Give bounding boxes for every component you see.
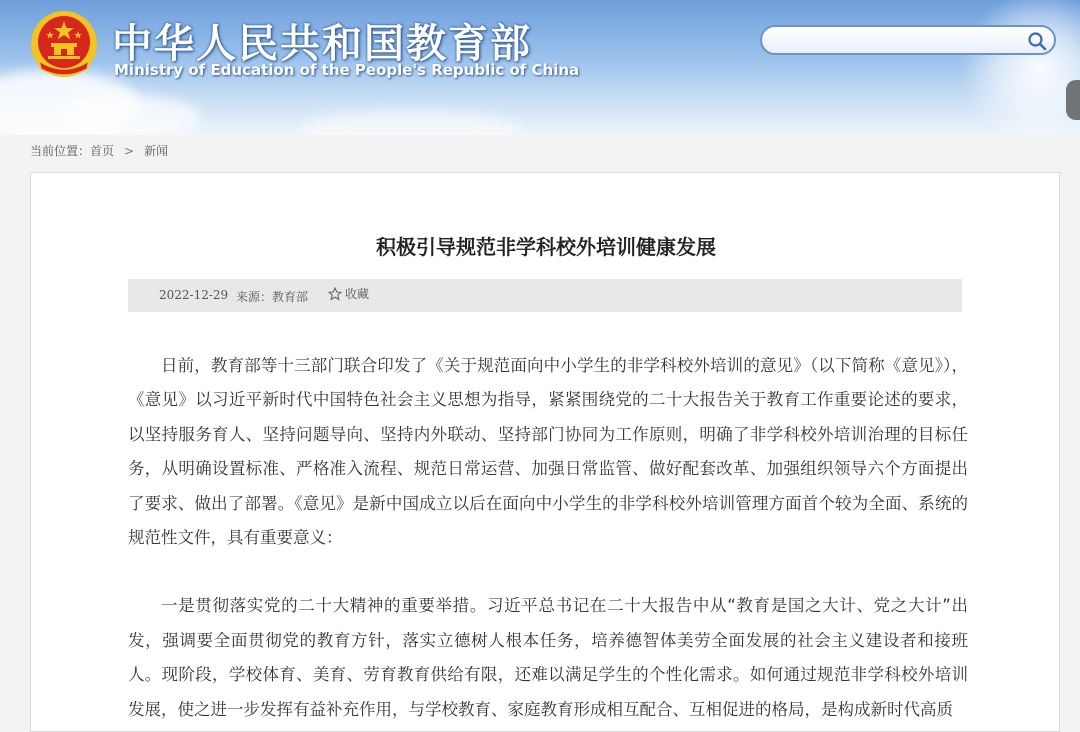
- site-title[interactable]: 中华人民共和国教育部: [112, 21, 532, 67]
- favorite-label: 收藏: [345, 287, 370, 301]
- dandelion-decoration: [960, 0, 1080, 135]
- breadcrumb: [30, 142, 168, 159]
- article-paragraph: 一是贯彻落实党的二十大精神的重要举措。习近平总书记在二十大报告中从“教育是国之大计、党之大计”出发，强调要全面贯彻党的教育方针，落实立德树人根本任务，培养德智体美劳全面发展的社会主义建设者和接班人。现阶段，学校体育、美育、劳育教育供给有限，还难以满足学生的个性化需求。如何通过规范非学科校外培训发展，使之进一步发挥有益补充作用，与学校教育、家庭教育形成相互配合、互相促进的格局，是构成新时代高质: [128, 596, 968, 719]
- site-subtitle: Ministry of Education of the People's Republic of China: [114, 61, 580, 79]
- breadcrumb-prefix: 当前位置：: [30, 144, 91, 158]
- site-header: [0, 0, 1080, 135]
- article-meta-bar: [128, 279, 962, 312]
- article-title: 积极引导规范非学科校外培训健康发展: [376, 235, 716, 259]
- search-icon[interactable]: [1026, 30, 1048, 52]
- cloud-decoration: [60, 95, 200, 135]
- article-container: [30, 172, 1060, 732]
- favorite-button[interactable]: [328, 285, 369, 302]
- star-icon: [328, 287, 342, 301]
- article-paragraph: 日前，教育部等十三部门联合印发了《关于规范面向中小学生的非学科校外培训的意见》（以下简称《意见》），《意见》以习近平新时代中国特色社会主义思想为指导，紧紧围绕党的二十大报告关于教育工作重要论述的要求，以坚持服务育人、坚持问题导向、坚持内外联动、坚持部门协同为工作原则，明确了非学科校外培训治理的目标任务，从明确设置标准、严格准入流程、规范日常运营、加强日常监管、做好配套改革、加强组织领导六个方面提出了要求、做出了部署。《意见》是新中国成立以后在面向中小学生的非学科校外培训管理方面首个较为全面、系统的规范性文件，具有重要意义：: [128, 356, 968, 548]
- breadcrumb-separator: >: [124, 144, 135, 158]
- national-emblem-icon[interactable]: [29, 9, 99, 79]
- dandelion-stem-decoration: [1066, 80, 1080, 120]
- search-box: [760, 25, 1056, 55]
- article-source: 来源：教育部: [236, 290, 309, 304]
- breadcrumb-news-link[interactable]: 新闻: [144, 144, 169, 158]
- breadcrumb-home-link[interactable]: 首页: [90, 144, 115, 158]
- article-date: 2022-12-29: [159, 288, 229, 302]
- cloud-decoration: [300, 110, 520, 135]
- article-body: [128, 349, 968, 727]
- search-input[interactable]: [774, 31, 1028, 51]
